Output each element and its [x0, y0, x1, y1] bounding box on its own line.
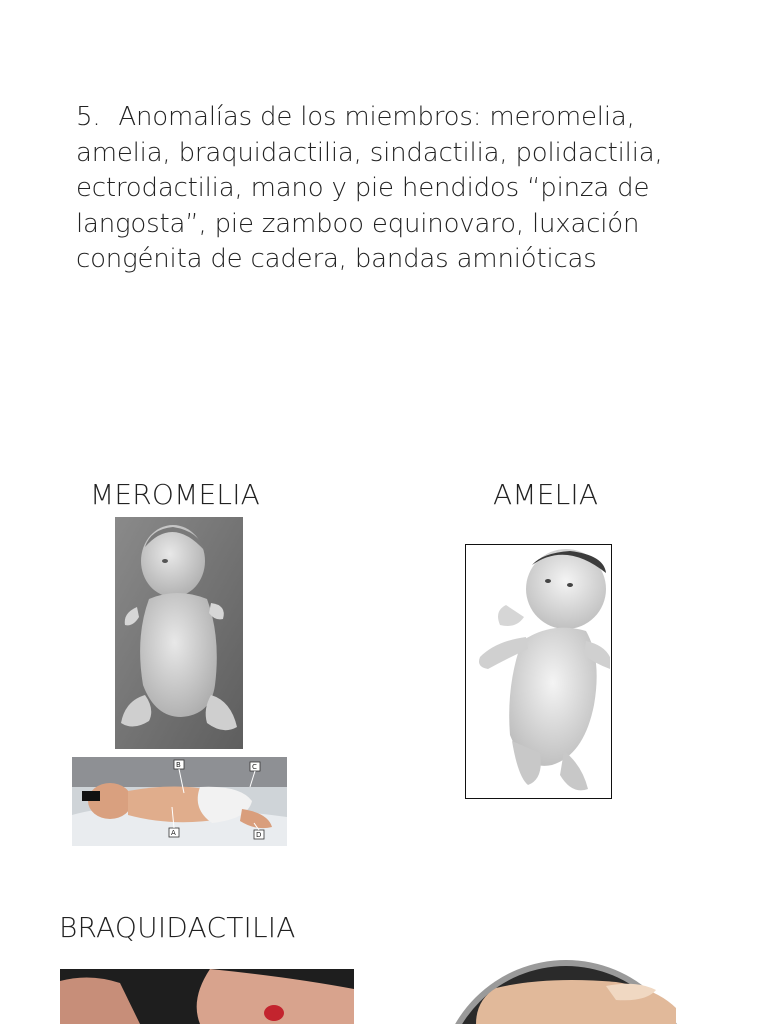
label-c: C [252, 763, 257, 771]
amelia-photo [465, 544, 612, 799]
braquidactilia-photo-2 [436, 958, 696, 1024]
list-number: 5. [76, 102, 101, 132]
caption-meromelia: MEROMELIA [90, 478, 261, 511]
anomaly-list-paragraph [76, 100, 696, 278]
meromelia-color-photo [72, 757, 287, 846]
label-d: D [256, 831, 262, 839]
caption-braquidactilia: BRAQUIDACTILIA [59, 911, 296, 944]
caption-amelia: AMELIA [493, 478, 599, 511]
label-a: A [171, 829, 176, 837]
braquidactilia-photo-1 [60, 969, 354, 1024]
list-text: Anomalías de los miembros: meromelia, amelia, braquidactilia, sindactilia, polidactilia, ectrodactilia, mano y pie hendidos “pinza de langosta”, pie zamboo equinovaro, luxación congénita de cadera, bandas amnióticas [76, 102, 663, 274]
label-b: B [176, 761, 181, 769]
meromelia-photo [115, 517, 243, 749]
